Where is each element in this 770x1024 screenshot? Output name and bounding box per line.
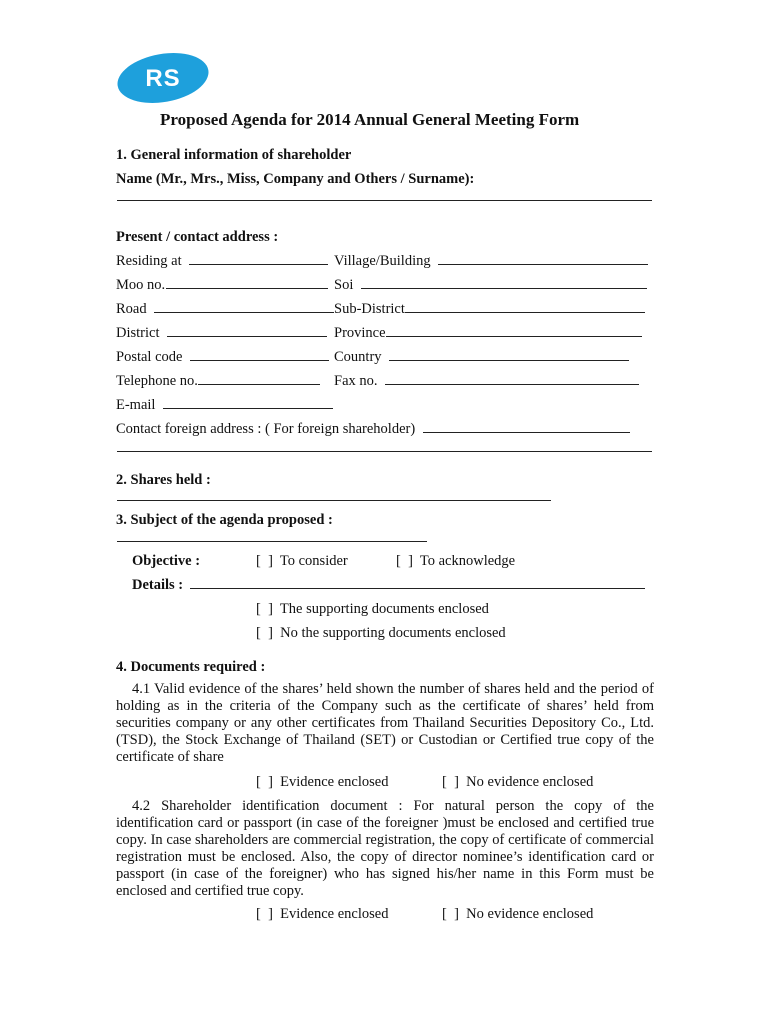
to-acknowledge-checkbox[interactable]: [ ] To acknowledge (396, 553, 516, 569)
objective-label: Objective : (132, 553, 201, 569)
foreign-address-row (116, 420, 630, 438)
name-label: Name (Mr., Mrs., Miss, Company and Others / Surname): (116, 171, 475, 187)
district-row (116, 324, 327, 342)
soi-label: Soi (334, 277, 354, 293)
fax-row (334, 372, 639, 390)
doc-requirement-4-1-text: 4.1 Valid evidence of the shares’ held shown the number of shares held and the period of holding as in the criteria of the Company such as the certificate of shares’ held from securities company or any other certificates from Thailand Securities Depository Co., Ltd. (TSD), the Stock Exchange of Thailand (SET) or Custodian or Certified true copy of the certificate of share (116, 681, 654, 765)
district-label: District (116, 325, 160, 341)
telephone-row (116, 372, 320, 390)
village-building-field[interactable] (438, 252, 648, 265)
road-row (116, 300, 334, 318)
page-title: Proposed Agenda for 2014 Annual General Meeting Form (160, 110, 580, 129)
rs-logo (116, 52, 210, 104)
soi-row (334, 276, 647, 294)
residing-row (116, 252, 328, 270)
email-field[interactable] (163, 396, 333, 409)
doc-requirement-4-2 (116, 798, 654, 900)
foreign-address-field[interactable] (423, 420, 630, 433)
section1-heading: 1. General information of shareholder (116, 147, 352, 163)
foreign-address-label: Contact foreign address : ( For foreign shareholder) (116, 421, 416, 437)
residing-at-label: Residing at (116, 253, 182, 269)
details-label: Details : (132, 577, 184, 593)
p2-no-evidence-checkbox[interactable]: [ ] No evidence enclosed (442, 906, 594, 922)
country-field[interactable] (389, 348, 629, 361)
village-building-label: Village/Building (334, 253, 431, 269)
road-field[interactable] (154, 300, 334, 313)
postal-code-field[interactable] (190, 348, 329, 361)
address-heading: Present / contact address : (116, 229, 279, 245)
name-field[interactable] (117, 200, 652, 201)
doc-requirement-4-2-text: 4.2 Shareholder identification document : For natural person the copy of the identification card or passport (in case of the foreigner )must be enclosed and certified true copy. In case shareholders are commercial registration, the copy of certificate of commercial registration must be enclosed. Also, the copy of director nominee’s identification card or passport (in case of the foreigner) who has signed his/her name in this Form must be enclosed and certified true copy. (116, 798, 654, 899)
road-label: Road (116, 301, 147, 317)
district-field[interactable] (167, 324, 327, 337)
telephone-no-label: Telephone no. (116, 373, 198, 389)
telephone-no-field[interactable] (198, 372, 320, 385)
moo-row (116, 276, 328, 294)
country-row (334, 348, 629, 366)
moo-no-label: Moo no. (116, 277, 166, 293)
details-field[interactable] (190, 576, 645, 589)
village-row (334, 252, 648, 270)
province-row (334, 324, 642, 342)
section4-heading: 4. Documents required : (116, 659, 266, 675)
residing-at-field[interactable] (189, 252, 328, 265)
p2-evidence-checkbox[interactable]: [ ] Evidence enclosed (256, 906, 389, 922)
postal-code-label: Postal code (116, 349, 183, 365)
moo-no-field[interactable] (166, 276, 328, 289)
fax-no-label: Fax no. (334, 373, 378, 389)
fax-no-field[interactable] (385, 372, 639, 385)
logo-text: RS (145, 65, 181, 92)
sub-district-label: Sub-District (334, 301, 405, 317)
postal-code-row (116, 348, 329, 366)
email-label: E-mail (116, 397, 156, 413)
doc-requirement-4-1 (116, 681, 654, 766)
country-label: Country (334, 349, 382, 365)
section2-heading: 2. Shares held : (116, 472, 211, 488)
p1-evidence-checkbox[interactable]: [ ] Evidence enclosed (256, 774, 389, 790)
province-label: Province (334, 325, 386, 341)
soi-field[interactable] (361, 276, 647, 289)
p1-no-evidence-checkbox[interactable]: [ ] No evidence enclosed (442, 774, 594, 790)
email-row (116, 396, 333, 414)
no-docs-enclosed-checkbox[interactable]: [ ] No the supporting documents enclosed (256, 625, 506, 641)
foreign-address-field-line2[interactable] (117, 451, 652, 452)
sub-district-row (334, 300, 645, 318)
section3-heading: 3. Subject of the agenda proposed : (116, 512, 333, 528)
details-row (132, 576, 645, 594)
docs-enclosed-checkbox[interactable]: [ ] The supporting documents enclosed (256, 601, 489, 617)
province-field[interactable] (386, 324, 642, 337)
sub-district-field[interactable] (405, 300, 645, 313)
to-consider-checkbox[interactable]: [ ] To consider (256, 553, 348, 569)
agenda-subject-field[interactable] (117, 541, 427, 542)
shares-held-field[interactable] (117, 500, 551, 501)
